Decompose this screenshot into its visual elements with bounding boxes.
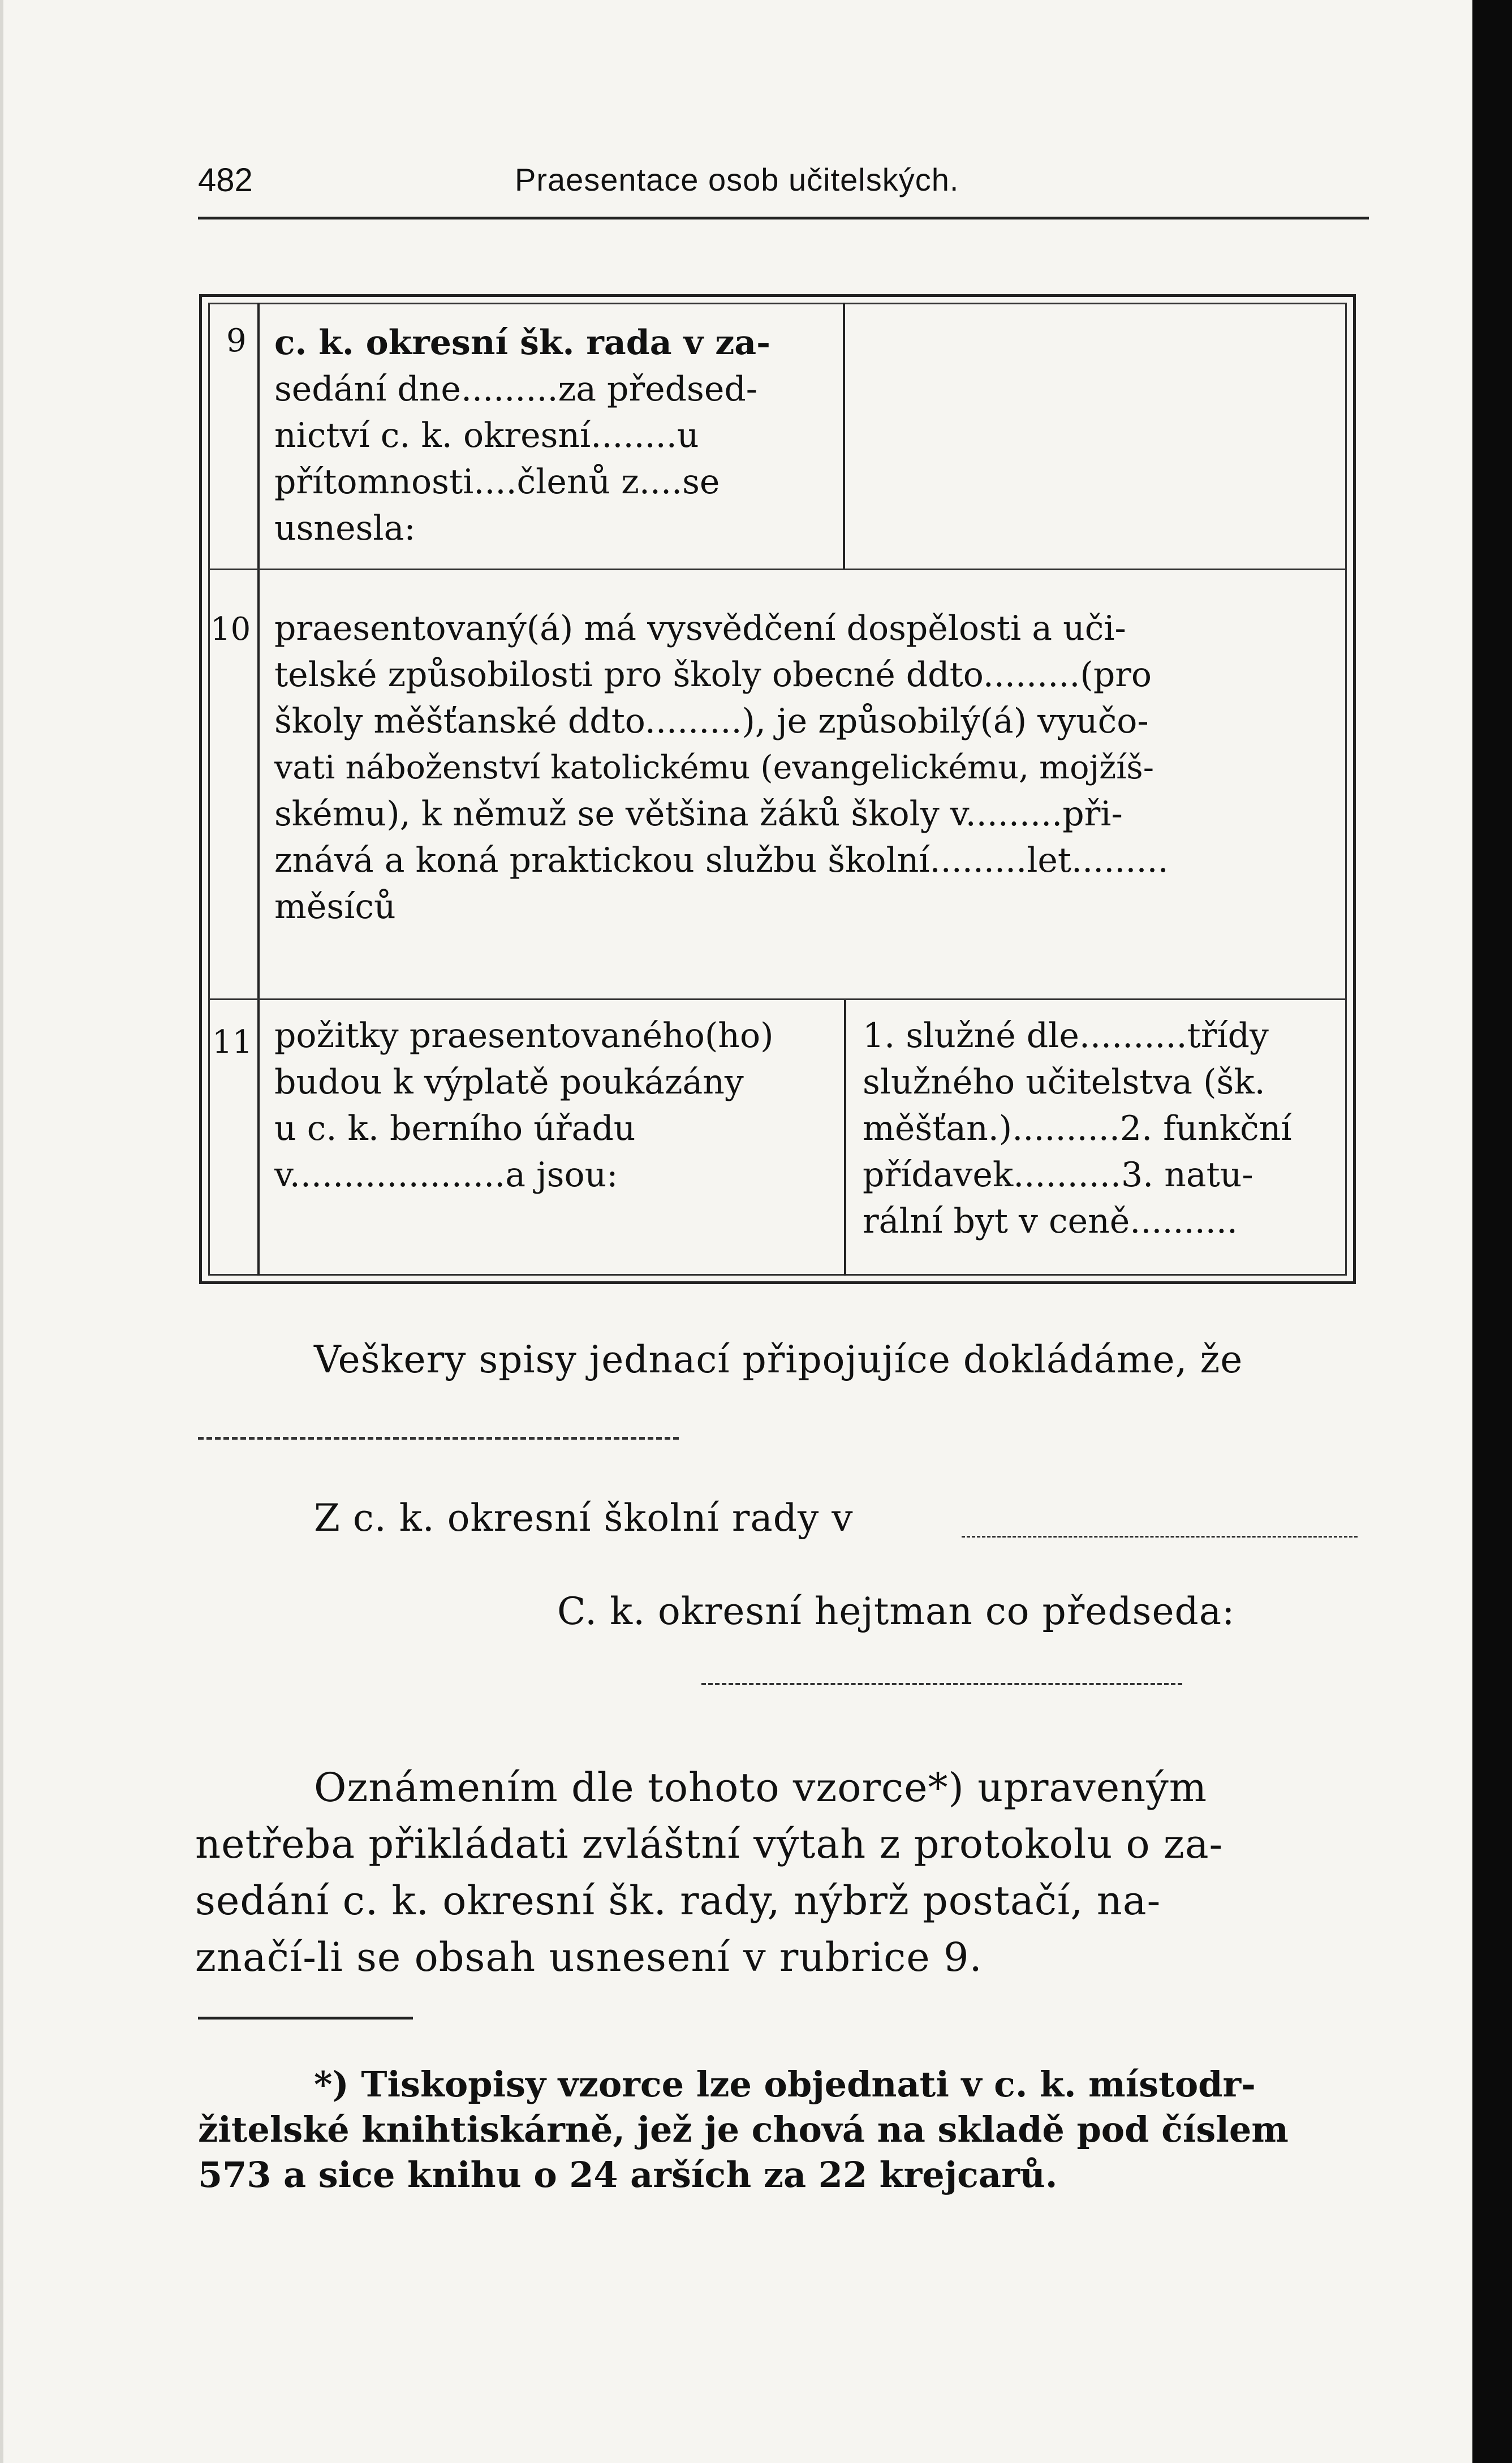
running-head bbox=[198, 161, 1369, 206]
row-number-11: 11 bbox=[212, 1024, 253, 1061]
row10-line: měsíců bbox=[274, 887, 396, 927]
row11-left-line: u c. k. berního úřadu bbox=[274, 1109, 636, 1148]
footnote-rule bbox=[198, 2017, 413, 2020]
note-line: Oznámením dle tohoto vzorce*) upraveným bbox=[314, 1764, 1208, 1811]
header-rule bbox=[198, 217, 1369, 219]
row11-left-line: v....................a jsou: bbox=[274, 1155, 618, 1195]
footnote-line: žitelské knihtiskárně, jež je chová na skladě pod číslem bbox=[198, 2109, 1289, 2150]
row9-line: usnesla: bbox=[274, 509, 416, 548]
row9-line: sedání dne.........za předsed- bbox=[274, 369, 758, 409]
row10-line: skému), k němuž se většina žáků školy v.........při- bbox=[274, 794, 1123, 834]
row11-left-line: budou k výplatě poukázány bbox=[274, 1062, 744, 1102]
row11-right-line: rální byt v ceně.......... bbox=[863, 1202, 1238, 1241]
note-line: značí-li se obsah usnesení v rubrice 9. bbox=[195, 1934, 983, 1980]
row9-line: c. k. okresní šk. rada v za- bbox=[274, 323, 771, 363]
attach-sentence: Veškery spisy jednací připojujíce dokládáme, že bbox=[314, 1338, 1243, 1381]
row10-line: telské způsobilosti pro školy obecné ddto.........(pro bbox=[274, 655, 1152, 695]
row11-right-line: měšťan.)..........2. funkční bbox=[863, 1109, 1292, 1148]
row-number-10: 10 bbox=[210, 611, 251, 648]
row11-right-line: služného učitelstva (šk. bbox=[863, 1062, 1265, 1102]
row9-right-divider bbox=[843, 303, 845, 569]
row-number-9: 9 bbox=[226, 322, 247, 359]
place-blank bbox=[962, 1536, 1358, 1538]
row11-middle-divider bbox=[844, 998, 846, 1276]
row10-line: praesentovaný(á) má vysvědčení dospělosti a uči- bbox=[274, 609, 1126, 648]
signature-blank bbox=[701, 1683, 1182, 1685]
row9-line: přítomnosti....členů z....se bbox=[274, 462, 720, 502]
row-separator-9-10 bbox=[208, 569, 1347, 570]
row9-line: nictví c. k. okresní........u bbox=[274, 416, 699, 455]
footnote-line: *) Tiskopisy vzorce lze objednati v c. k. místodr- bbox=[314, 2064, 1256, 2105]
number-column-divider bbox=[257, 303, 260, 1276]
place-line: Z c. k. okresní školní rady v bbox=[314, 1496, 854, 1540]
note-line: netřeba přikládati zvláštní výtah z protokolu o za- bbox=[195, 1821, 1224, 1867]
row11-right-line: přídavek..........3. natu- bbox=[863, 1155, 1253, 1195]
blank-line bbox=[198, 1437, 679, 1440]
row-separator-10-11 bbox=[208, 998, 1347, 1000]
row10-line: vati náboženství katolickému (evangelickému, mojžíš- bbox=[274, 749, 1154, 786]
scan-left-edge bbox=[0, 0, 3, 2463]
page-number: 482 bbox=[198, 162, 253, 199]
footnote-line: 573 a sice knihu o 24 arších za 22 krejcarů. bbox=[198, 2154, 1058, 2195]
row11-left-line: požitky praesentovaného(ho) bbox=[274, 1016, 774, 1056]
signature-line: C. k. okresní hejtman co předseda: bbox=[557, 1590, 1235, 1633]
row10-line: školy měšťanské ddto.........), je způsobilý(á) vyučo- bbox=[274, 701, 1149, 741]
note-paragraph bbox=[195, 1759, 1366, 1986]
running-title: Praesentace osob učitelských. bbox=[515, 162, 959, 197]
row10-line: znává a koná praktickou službu školní.........let......... bbox=[274, 841, 1169, 880]
scan-right-edge bbox=[1472, 0, 1512, 2463]
footnote bbox=[198, 2062, 1369, 2198]
note-line: sedání c. k. okresní šk. rady, nýbrž postačí, na- bbox=[195, 1878, 1161, 1924]
row11-right-line: 1. služné dle..........třídy bbox=[863, 1016, 1269, 1056]
